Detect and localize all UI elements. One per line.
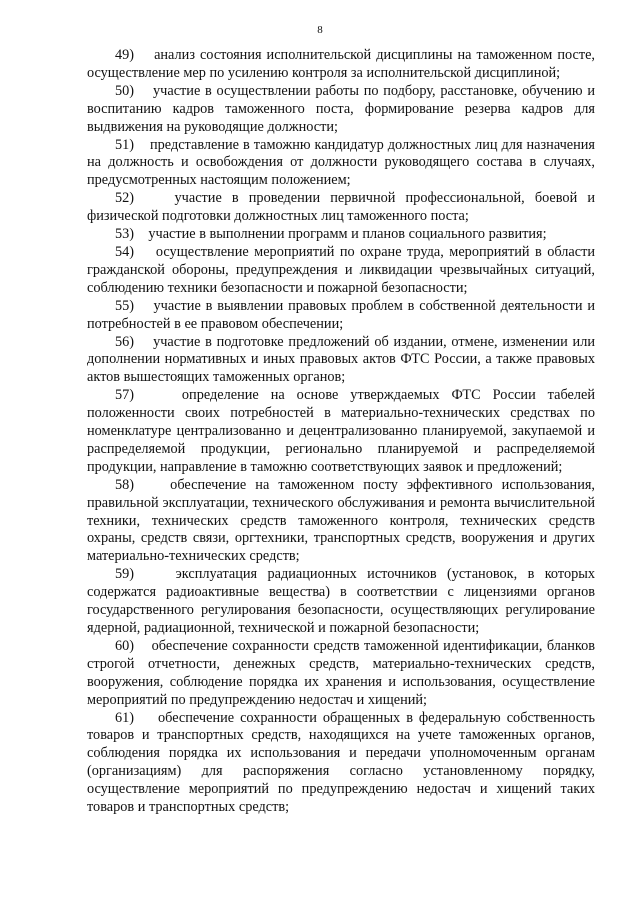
list-item bbox=[87, 387, 595, 477]
item-text: эксплуатация радиационных источников (установок, в которых содержатся радиоактивные вещества) в соответствии с лицензиями органов государственного регулирования безопасности, осуществляющих регулирование ядерной, радиационной, технической и пожарной безопасности; bbox=[87, 566, 596, 636]
item-text: анализ состояния исполнительской дисциплины на таможенном посте, осуществление мер по усилению контроля за исполнительской дисциплиной; bbox=[87, 47, 596, 81]
item-number: 61) bbox=[115, 709, 135, 726]
list-item bbox=[87, 477, 595, 567]
item-text: участие в подготовке предложений об издании, отмене, изменении или дополнении нормативных и иных правовых актов ФТС России, а также правовых актов вышестоящих таможенных органов; bbox=[87, 333, 595, 386]
item-number: 59) bbox=[115, 566, 135, 583]
item-gap bbox=[134, 334, 153, 350]
item-text: участие в проведении первичной профессиональной, боевой и физической подготовки должностных лиц таможенного поста; bbox=[87, 190, 595, 225]
item-text: обеспечение на таможенном посту эффективного использования, правильной эксплуатации, технического обслуживания и ремонта вычислительной техники, технических средств таможенного контроля, технических средств охраны, средств связи, оргтехники, транспортных средств, вооружения и других материально-технических средств; bbox=[87, 476, 596, 565]
item-gap bbox=[134, 638, 152, 654]
list-item bbox=[87, 566, 595, 638]
item-gap bbox=[134, 137, 150, 153]
item-text: представление в таможню кандидатур должностных лиц для назначения на должность и освобождения от должности руководящего состава в случаях, предусмотренных настоящим положением; bbox=[87, 136, 596, 189]
list-item bbox=[87, 334, 595, 388]
list-item bbox=[87, 47, 595, 83]
item-text: участие в выполнении программ и планов социального развития; bbox=[148, 226, 547, 243]
item-text: участие в выявлении правовых проблем в собственной деятельности и потребностей в ее правовом обеспечении; bbox=[87, 297, 595, 332]
list-item bbox=[87, 244, 595, 298]
item-number: 53) bbox=[115, 226, 135, 243]
page-number: 8 bbox=[317, 24, 323, 36]
item-text: определение на основе утверждаемых ФТС России табелей положенности своих потребностей в материально-технических средствах по номенклатуре централизованно и децентрализованно планируемой, закупаемой и распределяемой продукции, регионально планируемой и распределяемой продукции, направление в таможню соответствующих заявок и предложений; bbox=[87, 387, 596, 475]
item-number: 55) bbox=[115, 297, 135, 314]
list-item bbox=[87, 226, 595, 244]
list-item bbox=[87, 83, 595, 137]
item-text: обеспечение сохранности средств таможенной идентификации, бланков строгой отчетности, денежных средств, материально-технических средств, вооружения, соблюдение порядка их хранения и использования, осуществление мероприятий по предупреждению недостач и хищений; bbox=[87, 637, 595, 708]
list-item bbox=[87, 137, 595, 191]
item-gap bbox=[134, 298, 153, 314]
list-item bbox=[87, 190, 595, 226]
item-text: обеспечение сохранности обращенных в федеральную собственность товаров и транспортных средств, находящихся на учете таможенных органов, соблюдения порядка их использования и передачи уполномоченным органам (организациям) для распоряжения согласно установленному порядку, осуществление мероприятий по предупреждению недостач и хищений таких товаров и транспортных средств; bbox=[87, 709, 595, 816]
item-number: 57) bbox=[115, 387, 135, 404]
document-body bbox=[87, 47, 595, 817]
item-gap bbox=[134, 190, 174, 206]
item-text: участие в осуществлении работы по подбору, расстановке, обучению и воспитанию кадров таможенного поста, формирование резерва кадров для выдвижения на руководящие должности; bbox=[87, 82, 596, 135]
item-text: осуществление мероприятий по охране труда, мероприятий в области гражданской обороны, предупреждения и ликвидации чрезвычайных ситуаций, соблюдению техники безопасности и пожарной безопасности; bbox=[87, 243, 595, 296]
item-gap bbox=[134, 477, 170, 493]
item-gap bbox=[134, 710, 158, 726]
item-number: 56) bbox=[115, 333, 135, 350]
item-number: 58) bbox=[115, 476, 135, 493]
item-number: 52) bbox=[115, 190, 135, 207]
item-number: 50) bbox=[115, 82, 135, 99]
list-item bbox=[87, 710, 595, 817]
list-item bbox=[87, 638, 595, 710]
item-gap bbox=[134, 387, 182, 403]
item-number: 60) bbox=[115, 637, 135, 654]
item-number: 54) bbox=[115, 243, 135, 260]
item-gap bbox=[134, 226, 148, 242]
item-number: 49) bbox=[115, 47, 135, 63]
item-gap bbox=[134, 244, 156, 260]
item-number: 51) bbox=[115, 136, 135, 153]
item-gap bbox=[134, 83, 153, 99]
item-gap bbox=[134, 47, 154, 63]
item-gap bbox=[134, 566, 176, 582]
list-item bbox=[87, 298, 595, 334]
